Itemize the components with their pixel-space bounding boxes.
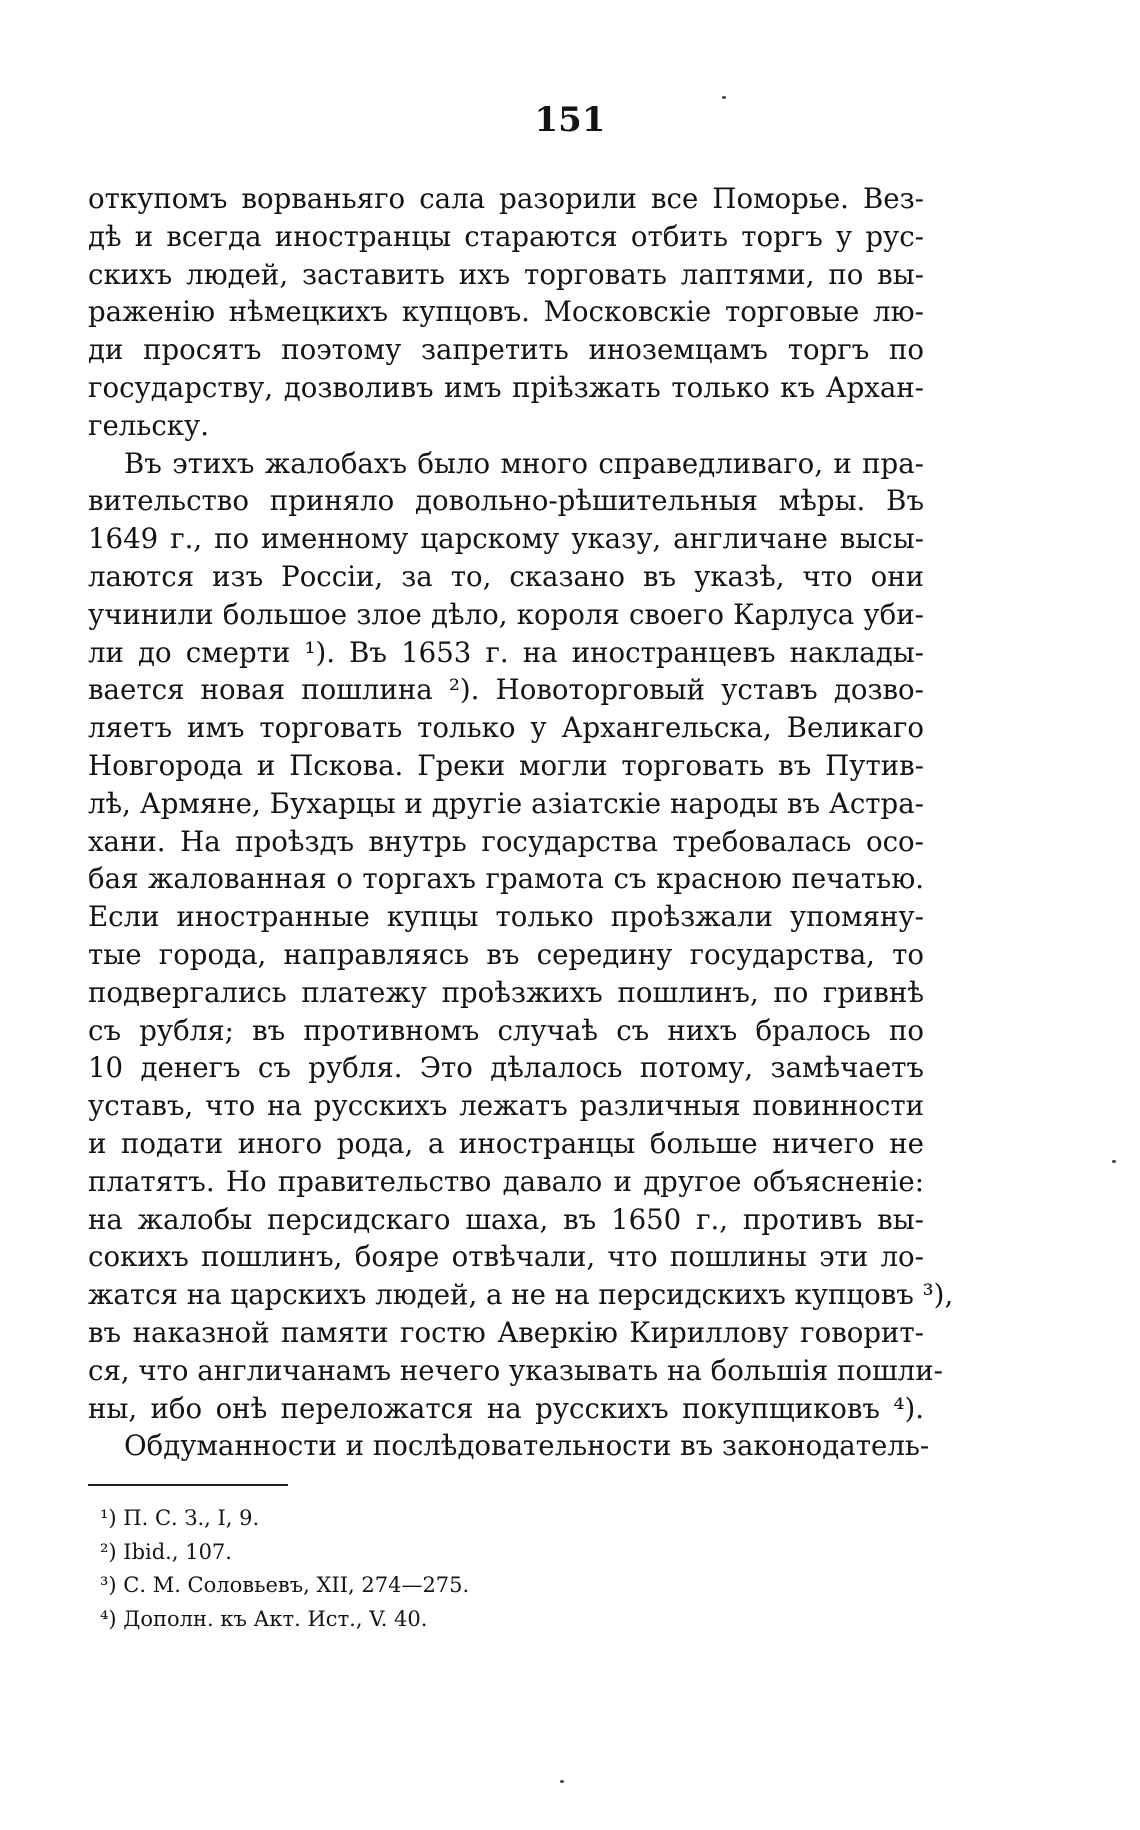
print-speck bbox=[1112, 1160, 1116, 1163]
text-line: подвергались платежу проѣзжихъ пошлинъ, по гривнѣ bbox=[88, 975, 924, 1009]
text-line: дѣ и всегда иностранцы стараются отбить торгъ у рус- bbox=[88, 219, 924, 253]
text-line: лѣ, Армяне, Бухарцы и другіе азіатскіе народы въ Астра- bbox=[88, 786, 924, 820]
text-line: скихъ людей, заставить ихъ торговать лаптями, по вы- bbox=[88, 257, 924, 291]
text-line: Въ этихъ жалобахъ было много справедливаго, и пра- bbox=[124, 446, 924, 480]
text-line: сокихъ пошлинъ, бояре отвѣчали, что пошлины эти ло- bbox=[88, 1240, 924, 1274]
text-line: раженію нѣмецкихъ купцовъ. Московскіе торговые лю- bbox=[88, 295, 924, 329]
print-speck bbox=[560, 1780, 564, 1783]
text-line: 10 денегъ съ рубля. Это дѣлалось потому, замѣчаетъ bbox=[88, 1051, 924, 1085]
footnote: ²) Ibid., 107. bbox=[100, 1539, 232, 1564]
text-line: Если иностранные купцы только проѣзжали упомяну- bbox=[88, 900, 924, 934]
print-speck bbox=[722, 96, 726, 99]
text-line: учинили большое злое дѣло, короля своего Карлуса уби- bbox=[88, 597, 924, 631]
text-line: на жалобы персидскаго шаха, въ 1650 г., противъ вы- bbox=[88, 1202, 924, 1236]
page-number: 151 bbox=[534, 100, 606, 140]
text-line: гельску. bbox=[88, 408, 210, 442]
text-line: ны, ибо онѣ переложатся на русскихъ покупщиковъ ⁴). bbox=[88, 1391, 924, 1425]
text-line: бая жалованная о торгахъ грамота съ красною печатью. bbox=[88, 862, 924, 896]
text-line: тые города, направляясь въ середину государства, то bbox=[88, 937, 924, 971]
text-line: вительство приняло довольно-рѣшительныя мѣры. Въ bbox=[88, 484, 924, 518]
text-line: 1649 г., по именному царскому указу, англичане высы- bbox=[88, 522, 924, 556]
body-text bbox=[88, 180, 954, 1465]
text-line: откупомъ ворваньяго сала разорили все Поморье. Вез- bbox=[88, 182, 924, 215]
footnote: ³) С. М. Соловьевъ, XII, 274—275. bbox=[100, 1573, 470, 1597]
text-line: лаются изъ Россіи, за то, сказано въ указѣ, что они bbox=[88, 559, 924, 593]
text-line: съ рубля; въ противномъ случаѣ съ нихъ бралось по bbox=[88, 1013, 924, 1047]
text-line: Обдуманности и послѣдовательности въ законодатель- bbox=[124, 1429, 930, 1463]
footnotes bbox=[100, 1502, 600, 1636]
text-line: хани. На проѣздъ внутрь государства требовалась осо- bbox=[88, 824, 924, 858]
text-line: въ наказной памяти гостю Аверкію Кириллову говорит- bbox=[88, 1315, 924, 1349]
footnote-divider bbox=[88, 1484, 288, 1486]
text-line: и подати иного рода, а иностранцы больше ничего не bbox=[88, 1126, 924, 1160]
text-line: платятъ. Но правительство давало и другое объясненіе: bbox=[88, 1164, 924, 1198]
text-line: вается новая пошлина ²). Новоторговый уставъ дозво- bbox=[88, 673, 924, 707]
text-line: государству, дозволивъ имъ пріѣзжать только къ Архан- bbox=[88, 370, 924, 404]
text-line: уставъ, что на русскихъ лежатъ различныя повинности bbox=[88, 1089, 924, 1123]
text-line: ли до смерти ¹). Въ 1653 г. на иностранцевъ наклады- bbox=[88, 635, 924, 669]
text-line: Новгорода и Пскова. Греки могли торговать въ Путив- bbox=[88, 748, 924, 782]
footnote: ⁴) Дополн. къ Акт. Ист., V. 40. bbox=[100, 1606, 428, 1631]
footnote: ¹) П. С. З., I, 9. bbox=[100, 1506, 260, 1530]
text-line: ди просятъ поэтому запретить иноземцамъ торгъ по bbox=[88, 333, 924, 367]
text-line: ляетъ имъ торговать только у Архангельска, Великаго bbox=[88, 711, 924, 745]
text-line: ся, что англичанамъ нечего указывать на большія пошли- bbox=[88, 1353, 943, 1387]
text-line: жатся на царскихъ людей, а не на персидскихъ купцовъ ³), bbox=[88, 1278, 954, 1312]
